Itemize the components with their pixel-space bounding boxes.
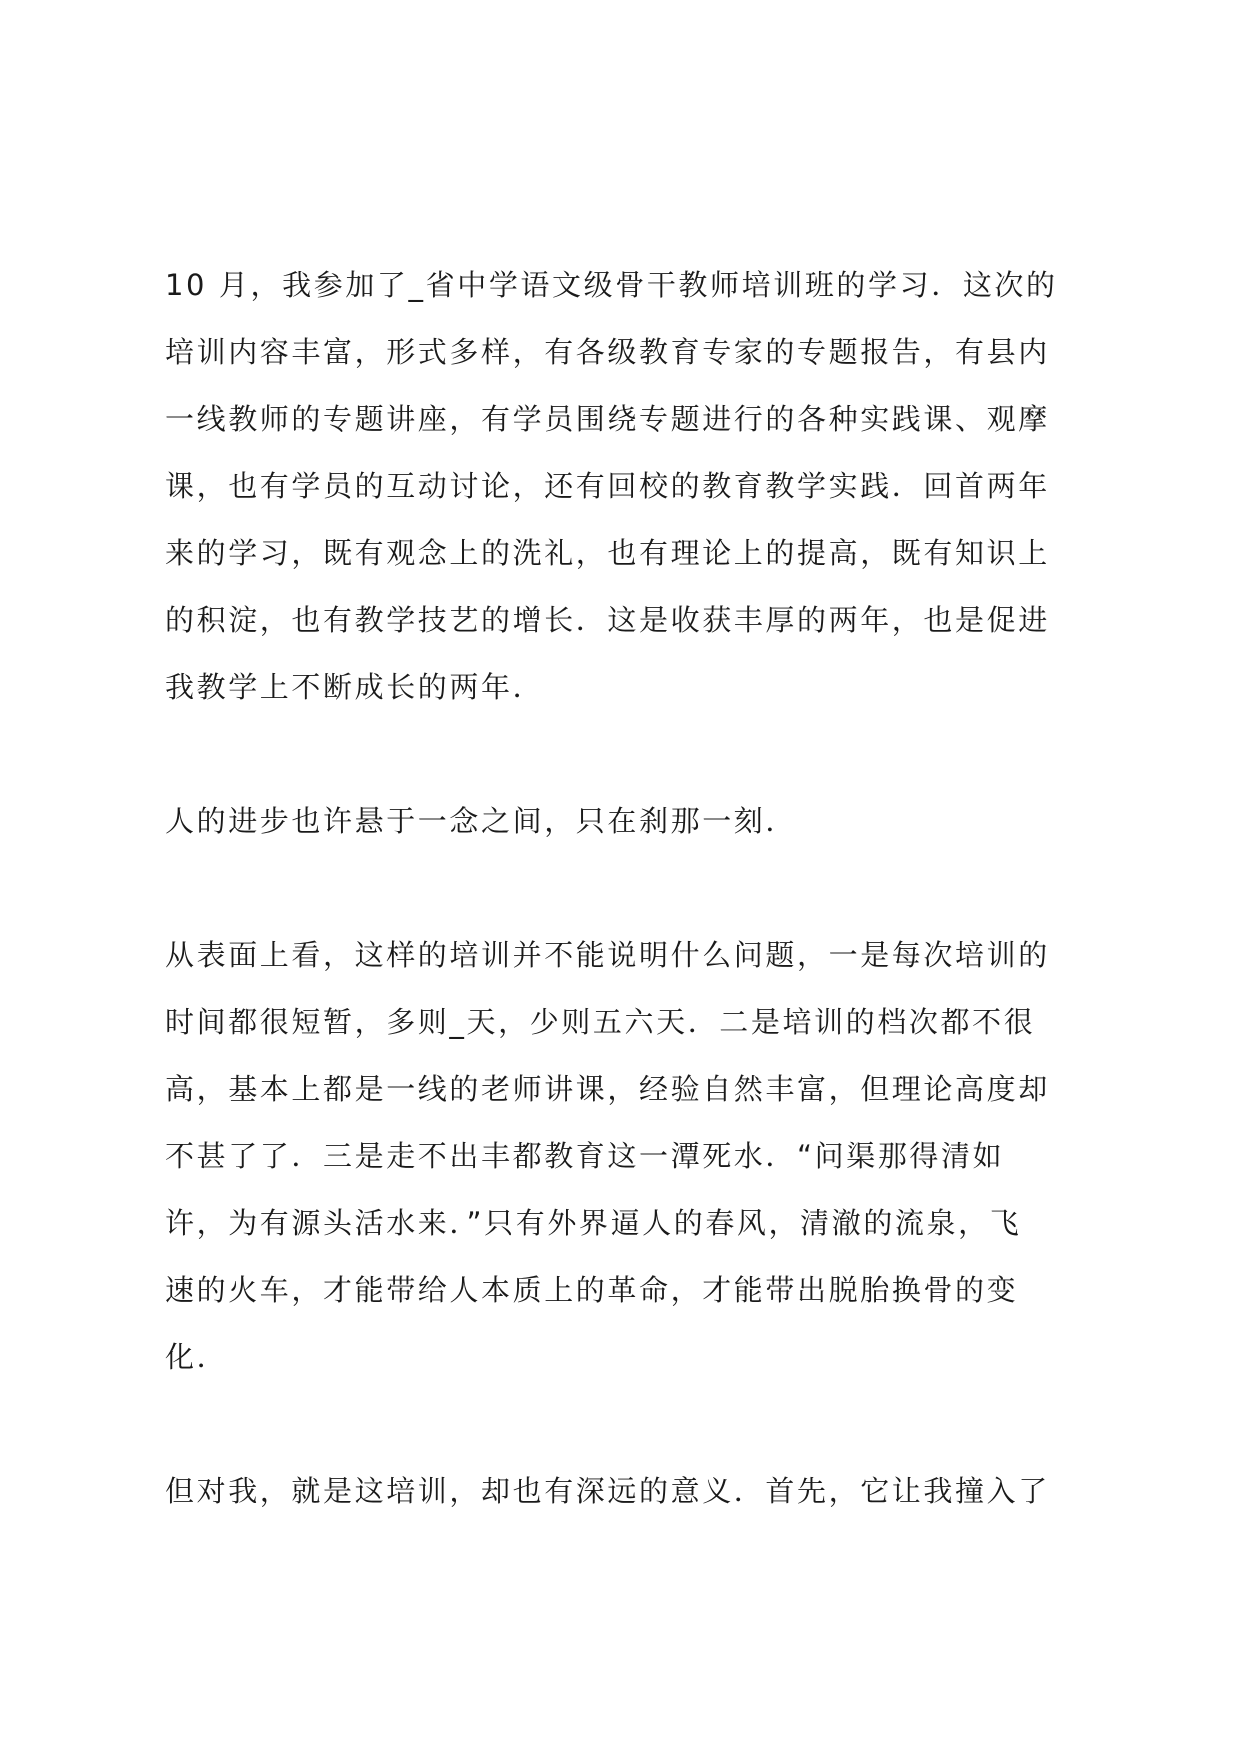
text-line: 培训内容丰富，形式多样，有各级教育专家的专题报告，有县内 xyxy=(165,335,1050,369)
paragraph-progress xyxy=(165,788,1095,855)
text-line: 化． xyxy=(165,1340,229,1374)
text-line: 一线教师的专题讲座，有学员围绕专题进行的各种实践课、观摩 xyxy=(165,402,1050,436)
text-line: 许，为有源头活水来．”只有外界逼人的春风，清澈的流泉，飞 xyxy=(165,1206,1022,1240)
paragraph-spacer xyxy=(165,1391,1095,1458)
text-line: 的积淀，也有教学技艺的增长．这是收获丰厚的两年，也是促进 xyxy=(165,603,1050,637)
text-line: 我教学上不断成长的两年． xyxy=(165,670,545,704)
text-line: 课，也有学员的互动讨论，还有回校的教育教学实践．回首两年 xyxy=(165,469,1050,503)
text-line: 不甚了了．三是走不出丰都教育这一潭死水．“问渠那得清如 xyxy=(165,1139,1005,1173)
paragraph-spacer xyxy=(165,721,1095,788)
document-body xyxy=(165,252,1095,1525)
text-line: 高，基本上都是一线的老师讲课，经验自然丰富，但理论高度却 xyxy=(165,1072,1050,1106)
text-line: 从表面上看，这样的培训并不能说明什么问题，一是每次培训的 xyxy=(165,938,1050,972)
paragraph-training-overview xyxy=(165,252,1095,721)
text-line: 时间都很短暂，多则_天，少则五六天．二是培训的档次都不很 xyxy=(165,1005,1036,1039)
text-line: 速的火车，才能带给人本质上的革命，才能带出脱胎换骨的变 xyxy=(165,1273,1019,1307)
text-line: 来的学习，既有观念上的洗礼，也有理论上的提高，既有知识上 xyxy=(165,536,1050,570)
text-line: 10 月，我参加了_省中学语文级骨干教师培训班的学习．这次的 xyxy=(165,268,1058,302)
paragraph-spacer xyxy=(165,855,1095,922)
text-line: 人的进步也许悬于一念之间，只在刹那一刻． xyxy=(165,804,798,838)
paragraph-surface-view xyxy=(165,922,1095,1391)
paragraph-significance xyxy=(165,1458,1095,1525)
text-line: 但对我，就是这培训，却也有深远的意义．首先，它让我撞入了 xyxy=(165,1474,1050,1508)
